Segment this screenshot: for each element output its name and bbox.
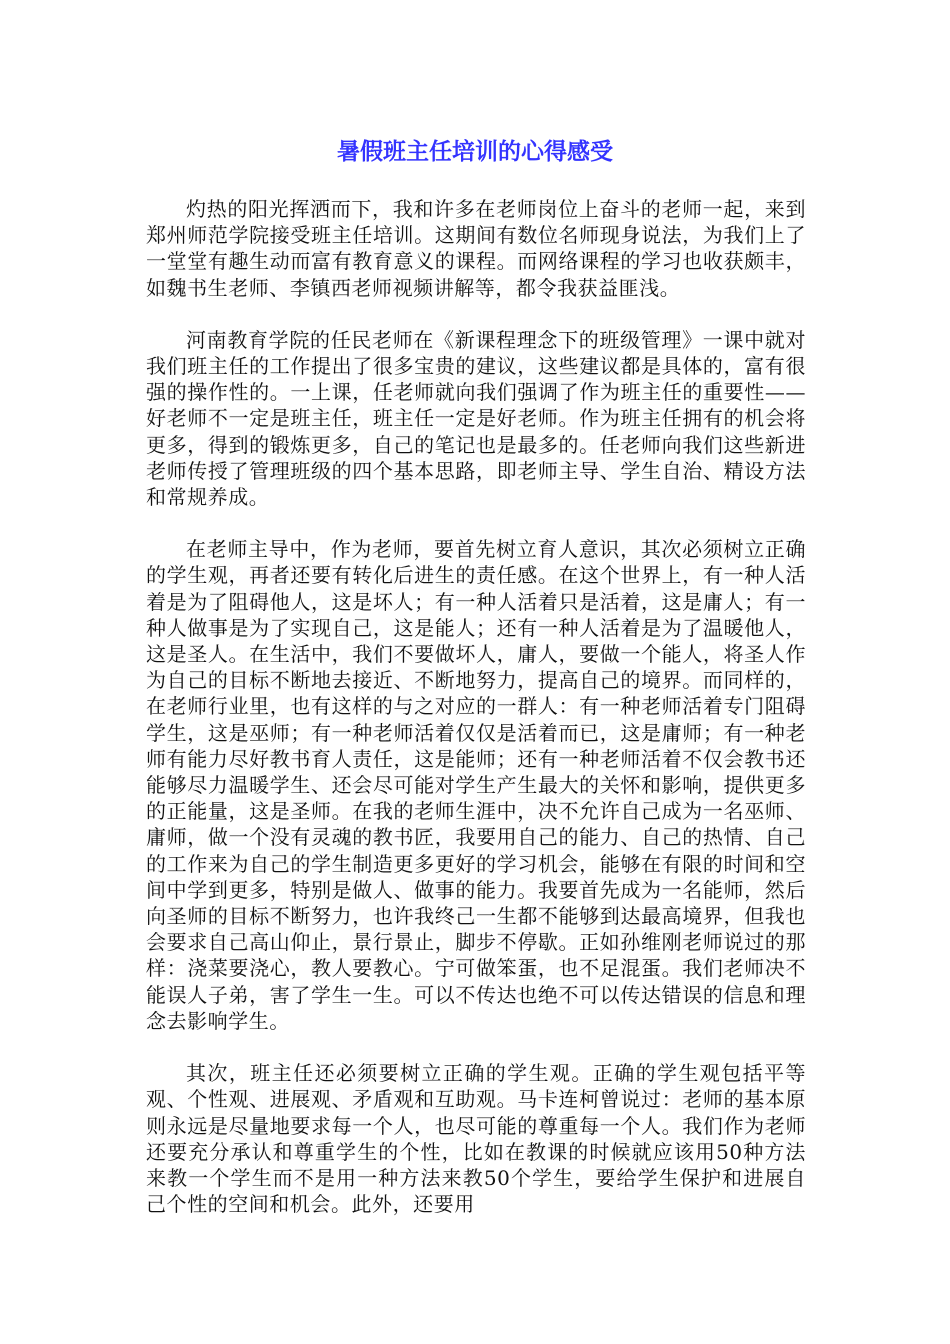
paragraph-3: 在老师主导中，作为老师，要首先树立育人意识，其次必须树立正确的学生观，再者还要有转化后进生的责任感。在这个世界上，有一种人活着是为了阻碍他人，这是坏人；有一种人活着只是活着，这是庸人；有一种人做事是为了实现自己，这是能人；还有一种人活着是为了温暖他人，这是圣人。在生活中，我们不要做坏人，庸人，要做一个能人，将圣人作为自己的目标不断地去接近、不断地努力，提高自己的境界。而同样的，在老师行业里，也有这样的与之对应的一群人：有一种老师活着专门阻碍学生，这是巫师；有一种老师活着仅仅是活着而已，这是庸师；有一种老师有能力尽好教书育人责任，这是能师；还有一种老师活着不仅会教书还能够尽力温暖学生、还会尽可能对学生产生最大的关怀和影响，提供更多的正能量，这是圣师。在我的老师生涯中，决不允许自己成为一名巫师、庸师，做一个没有灵魂的教书匠，我要用自己的能力、自己的热情、自己的工作来为自己的学生制造更多更好的学习机会，能够在有限的时间和空间中学到更多，特别是做人、做事的能力。我要首先成为一名能师，然后向圣师的目标不断努力，也许我终己一生都不能够到达最高境界，但我也会要求自己高山仰止，景行景止，脚步不停歇。正如孙维刚老师说过的那样：浇菜要浇心，教人要教心。宁可做笨蛋，也不足混蛋。我们老师决不能误人子弟，害了学生一生。可以不传达也绝不可以传达错误的信息和理念去影响学生。	[146, 537, 806, 1033]
paragraph-4: 其次，班主任还必须要树立正确的学生观。正确的学生观包括平等观、个性观、进展观、矛盾观和互助观。马卡连柯曾说过：老师的基本原则永远是尽量地要求每一个人，也尽可能的尊重每一个人。我们作为老师还要充分承认和尊重学生的个性，比如在教课的时候就应该用50种方法来教一个学生而不是用一种方法来教50个学生，要给学生保护和进展自己个性的空间和机会。此外，还要用	[146, 1061, 806, 1217]
document-body	[146, 196, 806, 1243]
paragraph-2: 河南教育学院的任民老师在《新课程理念下的班级管理》一课中就对我们班主任的工作提出了很多宝贵的建议，这些建议都是具体的，富有很强的操作性的。一上课，任老师就向我们强调了作为班主任的重要性——好老师不一定是班主任，班主任一定是好老师。作为班主任拥有的机会将更多，得到的锻炼更多，自己的笔记也是最多的。任老师向我们这些新进老师传授了管理班级的四个基本思路，即老师主导、学生自治、精设方法和常规养成。	[146, 327, 806, 510]
paragraph-1: 灼热的阳光挥洒而下，我和许多在老师岗位上奋斗的老师一起，来到郑州师范学院接受班主任培训。这期间有数位名师现身说法，为我们上了一堂堂有趣生动而富有教育意义的课程。而网络课程的学习也收获颇丰，如魏书生老师、李镇西老师视频讲解等，都令我获益匪浅。	[146, 197, 806, 300]
document-title: 暑假班主任培训的心得感受	[337, 139, 613, 165]
